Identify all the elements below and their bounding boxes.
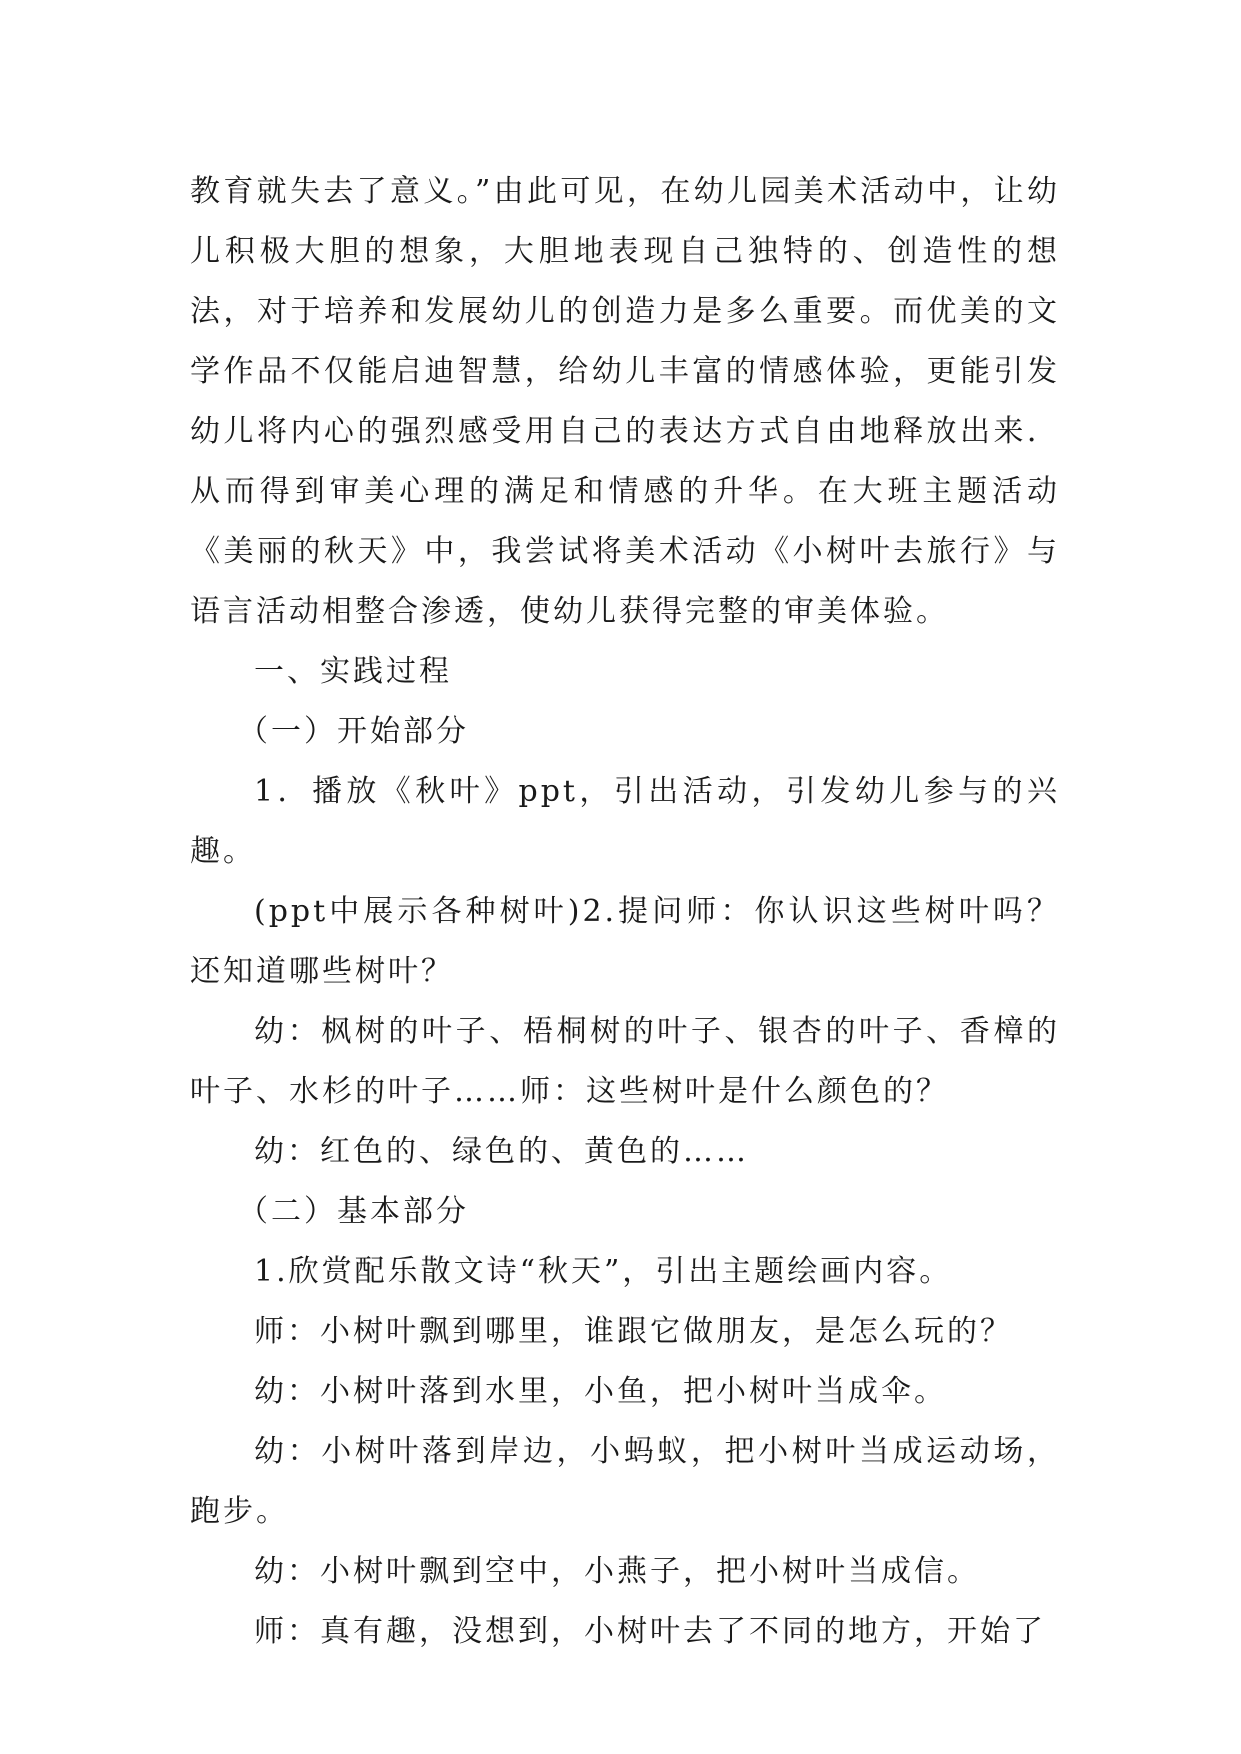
paragraph-child-answer-1: 幼：枫树的叶子、梧桐树的叶子、银杏的叶子、香樟的叶子、水杉的叶子……师：这些树叶是什么颜色的？ [190, 1014, 1060, 1109]
paragraph-teacher-question: 师：小树叶飘到哪里，谁跟它做朋友，是怎么玩的？ [254, 1314, 1013, 1349]
paragraph-basic-step-1: 1.欣赏配乐散文诗“秋天”，引出主题绘画内容。 [254, 1254, 953, 1289]
document-body [190, 162, 1060, 1662]
paragraph-intro: 教育就失去了意义。”由此可见，在幼儿园美术活动中，让幼儿积极大胆的想象，大胆地表现自己独特的、创造性的想法，对于培养和发展幼儿的创造力是多么重要。而优美的文学作品不仅能启迪智慧，给幼儿丰富的情感体验，更能引发幼儿将内心的强烈感受用自己的表达方式自由地释放出来．从而得到审美心理的满足和情感的升华。在大班主题活动《美丽的秋天》中，我尝试将美术活动《小树叶去旅行》与语言活动相整合渗透，使幼儿获得完整的审美体验。 [190, 174, 1060, 629]
paragraph-child-answer-4: 幼：小树叶落到岸边，小蚂蚁，把小树叶当成运动场，跑步。 [190, 1434, 1060, 1529]
heading-basic-part: （二）基本部分 [238, 1194, 469, 1229]
paragraph-child-answer-5: 幼：小树叶飘到空中，小燕子，把小树叶当成信。 [254, 1554, 980, 1589]
paragraph-child-answer-2: 幼：红色的、绿色的、黄色的…… [254, 1134, 749, 1169]
heading-opening-part: （一）开始部分 [238, 714, 469, 749]
paragraph-step-1: 1．播放《秋叶》ppt，引出活动，引发幼儿参与的兴趣。 [190, 774, 1060, 869]
paragraph-child-answer-3: 幼：小树叶落到水里，小鱼，把小树叶当成伞。 [254, 1374, 947, 1409]
paragraph-step-2: (ppt中展示各种树叶)2.提问师：你认识这些树叶吗？还知道哪些树叶？ [190, 894, 1060, 989]
heading-practice-process: 一、实践过程 [254, 654, 452, 689]
paragraph-teacher-comment: 师：真有趣，没想到，小树叶去了不同的地方，开始了 [254, 1614, 1046, 1649]
